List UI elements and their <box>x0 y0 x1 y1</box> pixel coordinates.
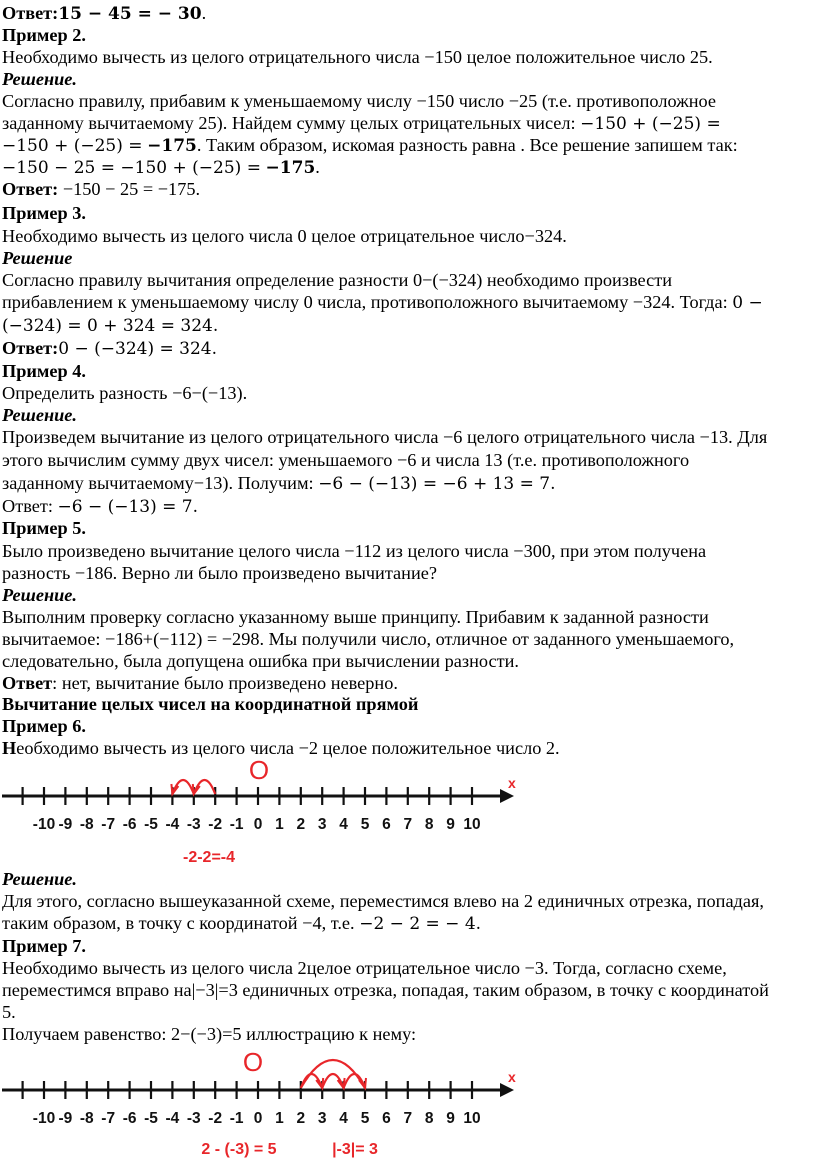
ex6-title: Пример 6. <box>2 716 86 736</box>
tick-label: -1 <box>229 1110 244 1127</box>
ex4-solution-line <box>2 472 556 495</box>
number-line-1 <box>0 755 816 870</box>
answer-label: Ответ <box>2 673 53 693</box>
tick-label: 0 <box>253 816 263 833</box>
ex3-solution-line <box>2 314 218 337</box>
number-line-2 <box>0 1043 816 1165</box>
ex2-answer <box>2 178 200 200</box>
tick-label: -2 <box>208 816 223 833</box>
ex7-task: 5. <box>2 1002 16 1022</box>
tick-label: -7 <box>101 1110 116 1127</box>
math: 0 − <box>732 293 763 313</box>
ex7-task: переместимся вправо на|−3|=3 единичных отрезка, попадая, таким образом, в точку с координатой <box>2 980 769 1000</box>
drop-cap: Н <box>2 738 17 758</box>
ex5-solution-line: следовательно, была допущена ошибка при вычислении разности. <box>2 651 519 671</box>
answer-label: Ответ: <box>2 179 59 199</box>
ex3-solution-label: Решение <box>2 248 73 268</box>
text: заданному вычитаемому 25). Найдем сумму целых отрицательных чисел: <box>2 113 576 133</box>
axis-arrow-icon <box>500 789 514 803</box>
math-bold: −175 <box>265 158 316 178</box>
period: . <box>201 3 207 23</box>
section-title: Вычитание целых чисел на координатной прямой <box>2 694 419 714</box>
ex2-solution-line <box>2 112 721 135</box>
ex2-title: Пример 2. <box>2 25 86 45</box>
tick-label: -10 <box>32 816 56 833</box>
tick-label: -9 <box>58 816 73 833</box>
answer-label: Ответ: <box>2 338 59 358</box>
tick-label: 9 <box>446 1110 455 1127</box>
tick-label: -8 <box>79 816 94 833</box>
answer-text: −150 − 25 = −175. <box>58 179 201 199</box>
answer-math: 0 − (−324) = 324. <box>58 339 217 359</box>
tick-label: 10 <box>463 816 481 833</box>
tick-label: 4 <box>339 1110 348 1127</box>
text: еобходимо вычесть из целого числа −2 целое положительное число 2. <box>16 738 560 758</box>
ex7-result: Получаем равенство: 2−(−3)=5 иллюстрацию к нему: <box>2 1024 417 1044</box>
ex6-solution-line <box>2 912 481 935</box>
tick-label: -1 <box>229 816 244 833</box>
tick-label: -6 <box>122 1110 137 1127</box>
math: −150 + (−25) = <box>2 136 143 156</box>
tick-label: -2 <box>208 1110 223 1127</box>
math: −2 − 2 = − 4. <box>359 914 482 934</box>
tick-label: -4 <box>165 1110 180 1127</box>
tick-label: 1 <box>275 816 284 833</box>
tick-label: -3 <box>186 816 201 833</box>
axis-label-x: x <box>508 775 516 791</box>
ex4-solution-line: Произведем вычитание из целого отрицательного числа −6 целого отрицательного числа −13. Для <box>2 427 768 447</box>
tick-label: 8 <box>424 1110 434 1127</box>
origin-label: O <box>242 1047 264 1077</box>
tick-label: 10 <box>463 1110 481 1127</box>
tick-label: -7 <box>101 816 116 833</box>
math-bold: −175 <box>147 136 197 156</box>
ex6-solution-line: Для этого, согласно вышеуказанной схеме, переместимся влево на 2 единичных отрезка, попадая, <box>2 891 764 911</box>
tick-label: -4 <box>165 816 180 833</box>
ex6-solution-label: Решение. <box>2 869 77 889</box>
ex2-solution-line <box>2 156 320 179</box>
ex3-answer <box>2 337 217 360</box>
ex5-solution-label: Решение. <box>2 585 77 605</box>
ex7-task: Необходимо вычесть из целого числа 2целое отрицательное число −3. Тогда, согласно схеме, <box>2 958 727 978</box>
tick-label: -9 <box>58 1110 73 1127</box>
ex2-solution-line: Согласно правилу, прибавим к уменьшаемому числу −150 число −25 (т.е. противоположное <box>2 91 717 111</box>
tick-label: 3 <box>317 1110 327 1127</box>
tick-label: 7 <box>403 1110 413 1127</box>
ex5-task: разность −186. Верно ли было произведено вычитание? <box>2 563 437 583</box>
ex5-solution-line: Выполним проверку согласно указанному выше принципу. Прибавим к заданной разности <box>2 607 709 627</box>
tick-label: 2 <box>296 1110 306 1127</box>
ex2-task: Необходимо вычесть из целого отрицательного числа −150 целое положительное число 25. <box>2 47 713 67</box>
answer-math: 15 − 45 = − 30 <box>58 4 202 24</box>
tick-label: 6 <box>382 1110 391 1127</box>
tick-label: -5 <box>144 1110 158 1127</box>
ex4-solution-label: Решение. <box>2 405 77 425</box>
text: таким образом, в точку с координатой −4, т.е. <box>2 913 355 933</box>
ex5-answer <box>2 672 398 694</box>
ex3-solution-line <box>2 291 763 314</box>
tick-label: 4 <box>339 816 348 833</box>
text: заданному вычитаемому−13). Получим: <box>2 473 314 493</box>
answer-text: : нет, вычитание было произведено неверно. <box>52 673 398 693</box>
text: прибавлением к уменьшаемому числу 0 числа, противоположного вычитаемому −324. Тогда: <box>2 292 728 312</box>
ex2-solution-label: Решение. <box>2 69 77 89</box>
jump-arc <box>172 780 193 794</box>
ex3-task: Необходимо вычесть из целого числа 0 целое отрицательное число−324. <box>2 226 567 246</box>
tick-label: 7 <box>403 816 413 833</box>
tick-label: -3 <box>186 1110 201 1127</box>
tick-label: 1 <box>275 1110 284 1127</box>
jump-arc <box>194 780 215 794</box>
tick-label: 5 <box>360 1110 370 1127</box>
math: (−324) = 0 + 324 = 324. <box>2 316 219 336</box>
axis-arrow-icon <box>500 1083 514 1097</box>
answer-label: Ответ: <box>2 496 53 516</box>
tick-label: 0 <box>253 1110 263 1127</box>
caption: 2 - (-3) = 5 <box>201 1141 277 1158</box>
ex4-title: Пример 4. <box>2 361 86 381</box>
tick-label: -5 <box>144 816 158 833</box>
math: −150 − 25 = −150 + (−25) = <box>2 158 261 178</box>
ex5-solution-line: вычитаемое: −186+(−112) = −298. Мы получили число, отличное от заданного уменьшаемого, <box>2 629 735 649</box>
caption: -2-2=-4 <box>182 849 236 866</box>
tick-label: 6 <box>382 816 391 833</box>
tick-label: 3 <box>317 816 327 833</box>
ex1-answer <box>2 2 206 25</box>
ex5-title: Пример 5. <box>2 518 86 538</box>
tick-label: -8 <box>79 1110 94 1127</box>
ex5-task: Было произведено вычитание целого числа −112 из целого числа −300, при этом получена <box>2 541 707 561</box>
answer-math: −6 − (−13) = 7. <box>57 497 199 517</box>
ex3-solution-line: Согласно правилу вычитания определение разности 0−(−324) необходимо произвести <box>2 270 672 290</box>
math: −150 + (−25) = <box>580 114 721 134</box>
tick-label: 8 <box>424 816 434 833</box>
tick-label: 5 <box>360 816 370 833</box>
ex4-task: Определить разность −6−(−13). <box>2 383 248 403</box>
ex4-answer <box>2 495 198 518</box>
tick-label: -6 <box>122 816 137 833</box>
tick-label: 2 <box>296 816 306 833</box>
text: . Таким образом, искомая разность равна . Все решение запишем так: <box>196 135 738 155</box>
ex7-title: Пример 7. <box>2 936 86 956</box>
jump-arc <box>322 1074 343 1088</box>
ex2-solution-line <box>2 134 738 157</box>
tick-label: 9 <box>446 816 455 833</box>
math: −6 − (−13) = −6 + 13 = 7. <box>318 474 556 494</box>
tick-label: -10 <box>32 1110 56 1127</box>
axis-label-x: x <box>508 1069 516 1085</box>
ex4-solution-line: этого вычислим сумму двух чисел: уменьшаемого −6 и числа 13 (т.е. противоположного <box>2 450 690 470</box>
origin-label: O <box>248 755 270 785</box>
answer-label: Ответ: <box>2 3 59 23</box>
period: . <box>315 157 320 177</box>
ex3-title: Пример 3. <box>2 203 86 223</box>
caption: |-3|= 3 <box>332 1141 378 1158</box>
